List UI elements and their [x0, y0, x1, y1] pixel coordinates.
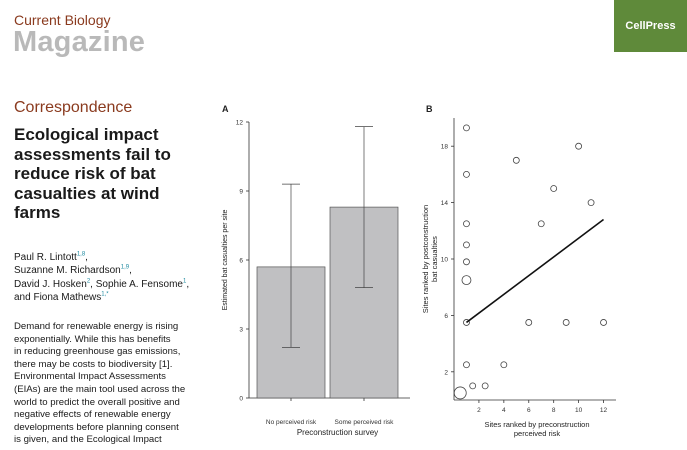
x-tick-label: 10 [574, 407, 583, 414]
scatter-point [482, 383, 488, 389]
y-tick-label: 0 [239, 395, 243, 403]
body-line: there may be costs to biodiversity [1]. [14, 358, 173, 370]
author-separator: , [85, 252, 88, 263]
scatter-point [462, 276, 471, 285]
author-separator: , [129, 265, 132, 277]
scatter-point [463, 125, 469, 131]
author-line [14, 264, 219, 277]
y-tick-label: 3 [239, 326, 243, 334]
y-axis-title: bat casualties [430, 236, 439, 282]
magazine-label: Magazine [13, 26, 146, 58]
journal-name: Current Biology [14, 12, 111, 28]
scatter-point [538, 221, 544, 227]
scatter-point [551, 186, 557, 192]
title-line: reduce risk of bat [14, 164, 156, 183]
article-title [14, 125, 214, 223]
scatter-point [526, 319, 532, 325]
author-affiliation[interactable]: 2 [86, 278, 91, 285]
chart-b-axes [451, 118, 616, 403]
x-axis-title: Sites ranked by preconstruction [484, 420, 590, 429]
author-name[interactable]: David J. Hosken [14, 278, 87, 290]
scatter-point [576, 143, 582, 149]
scatter-point [601, 319, 607, 325]
scatter-point [463, 221, 469, 227]
chart-b-points [454, 125, 606, 399]
author-affiliation[interactable]: 1,9 [120, 265, 130, 272]
author-line [14, 251, 219, 264]
author-affiliation[interactable]: 1,8 [76, 251, 86, 258]
y-tick-label: 14 [440, 200, 448, 208]
author-list [14, 251, 219, 305]
body-line: in reducing greenhouse gas emissions, [14, 346, 181, 358]
y-tick-label: 6 [239, 257, 243, 265]
body-text [14, 321, 219, 447]
chart-b-labels [421, 144, 608, 438]
scatter-point [463, 242, 469, 248]
scatter-chart-panel-b [420, 100, 620, 445]
scatter-point [463, 259, 469, 265]
cellpress-logo[interactable]: CellPress [614, 0, 687, 52]
scatter-point [463, 362, 469, 368]
section-label: Correspondence [14, 99, 133, 116]
author-name[interactable]: and Fiona Mathews [14, 292, 102, 304]
y-tick-label: 12 [235, 119, 243, 127]
y-axis-title: Sites ranked by postconstruction [421, 204, 430, 314]
author-separator: , [186, 278, 190, 290]
author-affiliation[interactable]: 1 [183, 278, 187, 285]
x-tick-label: 4 [502, 407, 506, 414]
x-tick-label: No perceived risk [265, 419, 317, 426]
x-tick-label: 12 [599, 407, 608, 414]
y-tick-label: 18 [440, 143, 448, 151]
x-axis-title: Preconstruction survey [296, 428, 379, 437]
body-line: is given, and the Ecological Impact [14, 434, 162, 446]
title-line: farms [14, 203, 61, 222]
y-tick-label: 9 [239, 188, 243, 196]
x-tick-label: Some perceived risk [334, 419, 394, 426]
panel-label-b: B [426, 104, 433, 114]
title-line: Ecological impact [14, 125, 159, 144]
body-line: Demand for renewable energy is rising [14, 321, 179, 332]
author-affiliation[interactable]: 1,* [101, 291, 109, 298]
scatter-point [588, 200, 594, 206]
body-line: developments before planning consent [14, 421, 179, 433]
chart-a-bars [257, 127, 398, 398]
body-line: (EIAs) are the main tool used across the [14, 383, 186, 395]
bar-chart-panel-a [218, 100, 414, 445]
body-line: Environmental Impact Assessments [14, 371, 166, 383]
scatter-point [454, 387, 466, 399]
x-tick-label: 6 [526, 407, 531, 414]
author-name[interactable]: Suzanne M. Richardson [14, 265, 121, 277]
x-tick-label: 8 [551, 407, 556, 414]
body-line: negative effects of renewable energy [14, 409, 171, 421]
title-line: casualties at wind [14, 183, 160, 203]
author-name[interactable]: , Sophie A. Fensome [90, 278, 183, 290]
scatter-point [563, 319, 569, 325]
trend-line [466, 220, 603, 323]
y-tick-label: 10 [440, 256, 448, 264]
author-line [14, 291, 219, 304]
body-line: world to predict the overall positive and [14, 396, 180, 408]
scatter-point [501, 362, 507, 368]
y-tick-label: 6 [444, 312, 448, 320]
y-tick-label: 2 [444, 369, 448, 377]
y-axis-title: Estimated bat casualties per site [222, 209, 229, 311]
body-line: exponentially. While this has benefits [14, 333, 171, 345]
x-axis-title: perceived risk [513, 429, 561, 438]
scatter-point [470, 383, 476, 389]
scatter-point [463, 171, 469, 177]
author-name[interactable]: Paul R. Lintott [14, 252, 77, 263]
panel-label-a: A [222, 104, 229, 114]
author-line [14, 278, 219, 291]
title-line: assessments fail to [14, 144, 171, 164]
scatter-point [513, 157, 519, 163]
x-tick-label: 2 [477, 407, 481, 414]
